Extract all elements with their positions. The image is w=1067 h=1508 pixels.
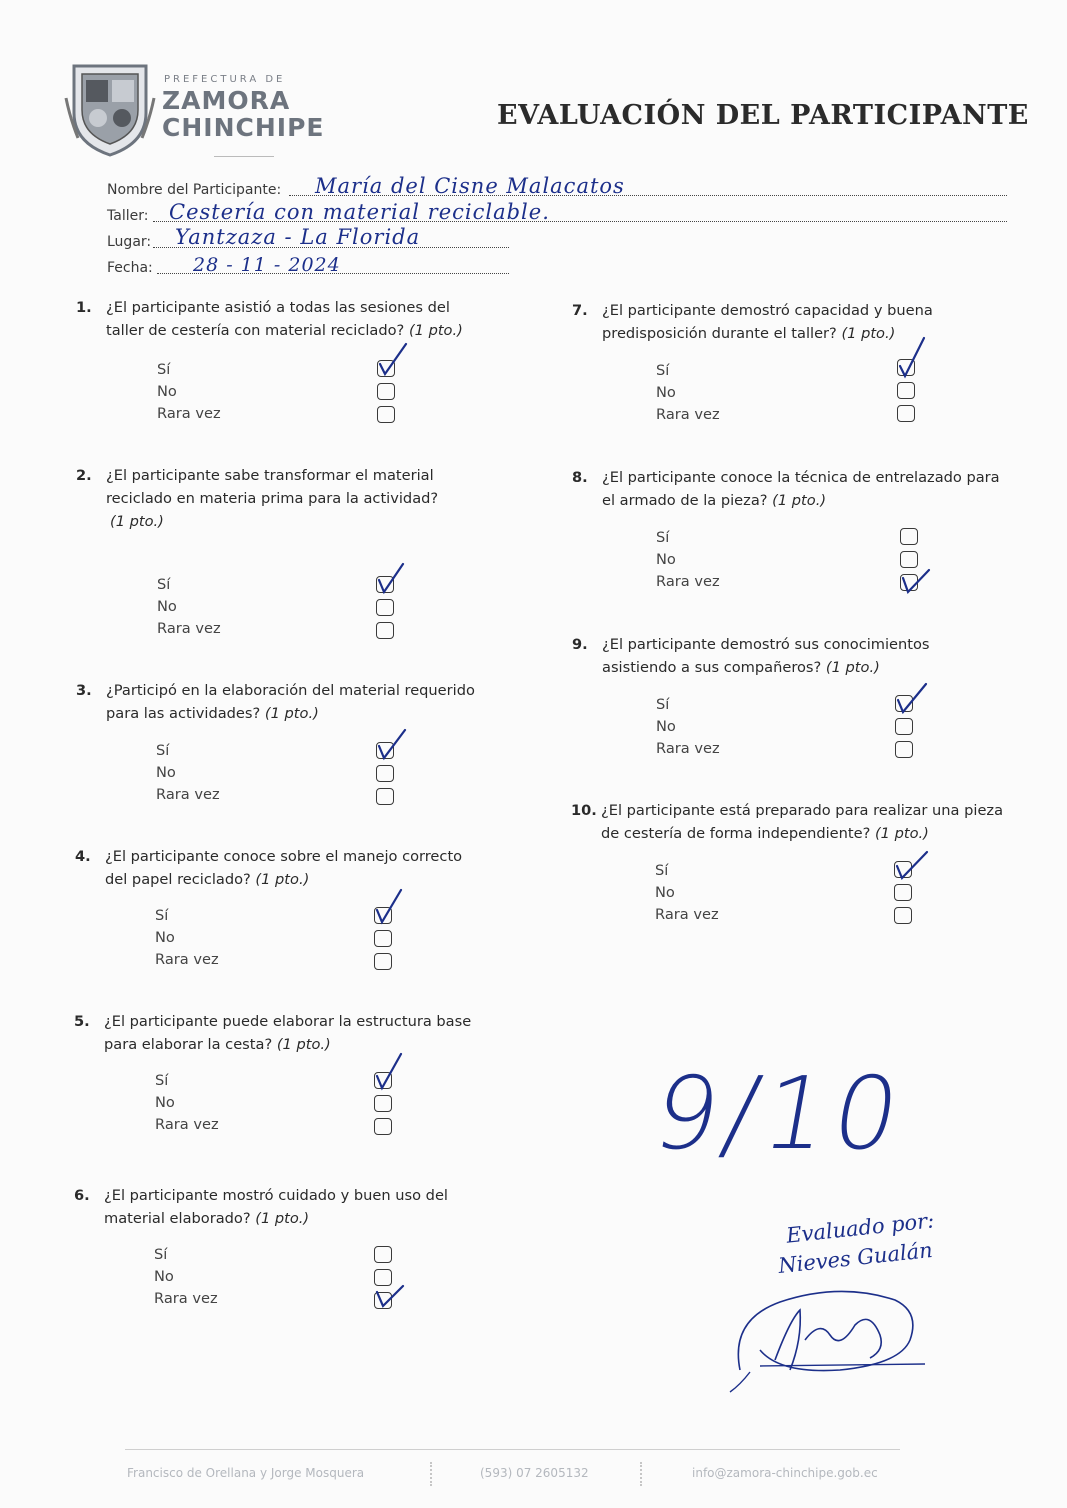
option-label-rarely: Rara vez — [157, 620, 221, 637]
option-label-rarely: Rara vez — [656, 740, 720, 757]
option-label-no: No — [656, 551, 676, 568]
option-label-yes: Sí — [157, 361, 171, 378]
option-label-rarely: Rara vez — [656, 573, 720, 590]
workshop-label: Taller: — [107, 208, 149, 224]
option-label-rarely: Rara vez — [154, 1290, 218, 1307]
question-points: (1 pto.) — [110, 513, 164, 530]
date-value: 28 - 11 - 2024 — [193, 254, 341, 276]
prefecture-logo — [64, 58, 334, 168]
place-value: Yantzaza - La Florida — [175, 225, 421, 249]
question-text: ¿El participante puede elaborar la estructura base — [104, 1013, 472, 1030]
option-label-yes: Sí — [155, 1072, 169, 1089]
question-text: para elaborar la cesta? — [104, 1036, 273, 1053]
question-points: (1 pto.) — [255, 871, 310, 888]
footer-address: Francisco de Orellana y Jorge Mosquera — [127, 1466, 365, 1480]
footer-phone: (593) 07 2605132 — [480, 1466, 589, 1480]
checkmark-q6-icon — [369, 1280, 409, 1320]
option-label-no: No — [157, 383, 177, 400]
logo-small-text: PREFECTURA DE — [164, 74, 286, 85]
question-text: para las actividades? — [106, 705, 261, 722]
checkbox-q10-rarely[interactable] — [894, 907, 912, 924]
option-label-no: No — [656, 718, 676, 735]
checkbox-q5-rarely[interactable] — [374, 1118, 392, 1135]
question-text: asistiendo a sus compañeros? — [602, 659, 822, 676]
question-number: 5. — [74, 1013, 90, 1030]
option-label-yes: Sí — [154, 1246, 168, 1263]
workshop-value: Cestería con material reciclable. — [169, 200, 550, 224]
question-text: predisposición durante el taller? — [602, 325, 837, 342]
checkmark-q7-icon — [892, 334, 932, 382]
checkbox-q9-rarely[interactable] — [895, 741, 913, 758]
option-label-yes: Sí — [656, 529, 670, 546]
option-label-no: No — [157, 598, 177, 615]
checkmark-q5-icon — [369, 1050, 409, 1090]
participant-name-field[interactable] — [107, 176, 1007, 200]
question-points: (1 pto.) — [772, 492, 827, 509]
option-label-no: No — [656, 384, 676, 401]
option-label-yes: Sí — [155, 907, 169, 924]
option-label-yes: Sí — [156, 742, 170, 759]
question-text: del papel reciclado? — [105, 871, 251, 888]
checkbox-q3-rarely[interactable] — [376, 788, 394, 805]
question-number: 1. — [76, 299, 92, 316]
place-label: Lugar: — [107, 234, 152, 250]
checkmark-q4-icon — [369, 886, 409, 926]
checkbox-q3-no[interactable] — [376, 765, 394, 782]
date-label: Fecha: — [107, 260, 153, 276]
option-label-no: No — [156, 764, 176, 781]
question-points: (1 pto.) — [825, 659, 880, 676]
option-label-yes: Sí — [157, 576, 171, 593]
question-text: ¿El participante asistió a todas las sesiones del — [106, 299, 450, 316]
question-number: 2. — [76, 467, 92, 484]
page-title: EVALUACIÓN DEL PARTICIPANTE — [497, 100, 1029, 131]
handwritten-score: 9/10 — [644, 1055, 914, 1172]
checkmark-q1-icon — [372, 342, 412, 382]
option-label-no: No — [655, 884, 675, 901]
checkbox-q7-no[interactable] — [897, 382, 915, 399]
question-text: ¿El participante conoce la técnica de entrelazado para — [602, 469, 1000, 486]
question-text: ¿El participante sabe transformar el material — [106, 467, 434, 484]
question-number: 4. — [75, 848, 91, 865]
checkbox-q2-rarely[interactable] — [376, 622, 394, 639]
date-field[interactable] — [107, 254, 509, 278]
checkmark-q3-icon — [371, 726, 411, 766]
option-label-yes: Sí — [655, 862, 669, 879]
checkbox-q6-yes[interactable] — [374, 1246, 392, 1263]
question-text: material elaborado? — [104, 1210, 251, 1227]
coat-of-arms-icon — [64, 58, 156, 158]
checkmark-q9-icon — [890, 682, 930, 722]
question-text: de cestería de forma independiente? — [601, 825, 871, 842]
checkmark-q8-icon — [895, 564, 935, 604]
question-number: 7. — [572, 302, 588, 319]
question-number: 9. — [572, 636, 588, 653]
option-label-rarely: Rara vez — [155, 1116, 219, 1133]
footer-separator — [640, 1462, 642, 1486]
signature-icon — [720, 1280, 940, 1400]
question-points: (1 pto.) — [255, 1210, 310, 1227]
option-label-rarely: Rara vez — [655, 906, 719, 923]
question-points: (1 pto.) — [874, 825, 929, 842]
option-label-no: No — [154, 1268, 174, 1285]
participant-name-value: María del Cisne Malacatos — [315, 174, 625, 198]
checkbox-q8-yes[interactable] — [900, 528, 918, 545]
question-points: (1 pto.) — [408, 322, 463, 339]
evaluator-name: Nieves Gualán — [777, 1237, 934, 1279]
checkmark-q10-icon — [889, 848, 929, 888]
checkbox-q2-no[interactable] — [376, 599, 394, 616]
checkbox-q4-no[interactable] — [374, 930, 392, 947]
logo-text-line1: ZAMORA — [162, 86, 291, 115]
checkbox-q7-rarely[interactable] — [897, 405, 915, 422]
question-text: ¿El participante está preparado para realizar una pieza — [601, 802, 1004, 819]
checkbox-q4-rarely[interactable] — [374, 953, 392, 970]
participant-name-label: Nombre del Participante: — [107, 182, 282, 198]
option-label-yes: Sí — [656, 696, 670, 713]
question-number: 3. — [76, 682, 92, 699]
option-label-no: No — [155, 1094, 175, 1111]
question-points: (1 pto.) — [841, 325, 896, 342]
option-label-rarely: Rara vez — [155, 951, 219, 968]
footer-divider — [125, 1449, 900, 1450]
logo-text-line2: CHINCHIPE — [162, 113, 325, 142]
question-text: reciclado en materia prima para la actividad? — [106, 490, 439, 507]
option-label-rarely: Rara vez — [157, 405, 221, 422]
checkbox-q5-no[interactable] — [374, 1095, 392, 1112]
checkbox-q1-no[interactable] — [377, 383, 395, 400]
logo-divider — [214, 156, 274, 157]
option-label-yes: Sí — [656, 362, 670, 379]
question-points: (1 pto.) — [264, 705, 319, 722]
question-text: ¿El participante mostró cuidado y buen uso del — [104, 1187, 448, 1204]
question-points: (1 pto.) — [276, 1036, 331, 1053]
option-label-no: No — [155, 929, 175, 946]
evaluator-label: Evaluado por: — [785, 1208, 936, 1248]
workshop-field[interactable] — [107, 202, 1007, 226]
question-text: ¿El participante demostró capacidad y buena — [602, 302, 933, 319]
question-text: taller de cestería con material reciclado? — [106, 322, 405, 339]
option-label-rarely: Rara vez — [156, 786, 220, 803]
question-number: 6. — [74, 1187, 90, 1204]
question-number: 8. — [572, 469, 588, 486]
question-number: 10. — [571, 802, 597, 819]
checkmark-q2-icon — [371, 560, 411, 600]
checkbox-q1-rarely[interactable] — [377, 406, 395, 423]
place-field[interactable] — [107, 225, 509, 252]
question-text: ¿El participante demostró sus conocimientos — [602, 636, 930, 653]
question-text: ¿Participó en la elaboración del material requerido — [106, 682, 475, 699]
question-text: el armado de la pieza? — [602, 492, 768, 509]
footer-separator — [430, 1462, 432, 1486]
footer-email: info@zamora-chinchipe.gob.ec — [692, 1466, 878, 1480]
question-text: ¿El participante conoce sobre el manejo correcto — [105, 848, 463, 865]
option-label-rarely: Rara vez — [656, 406, 720, 423]
